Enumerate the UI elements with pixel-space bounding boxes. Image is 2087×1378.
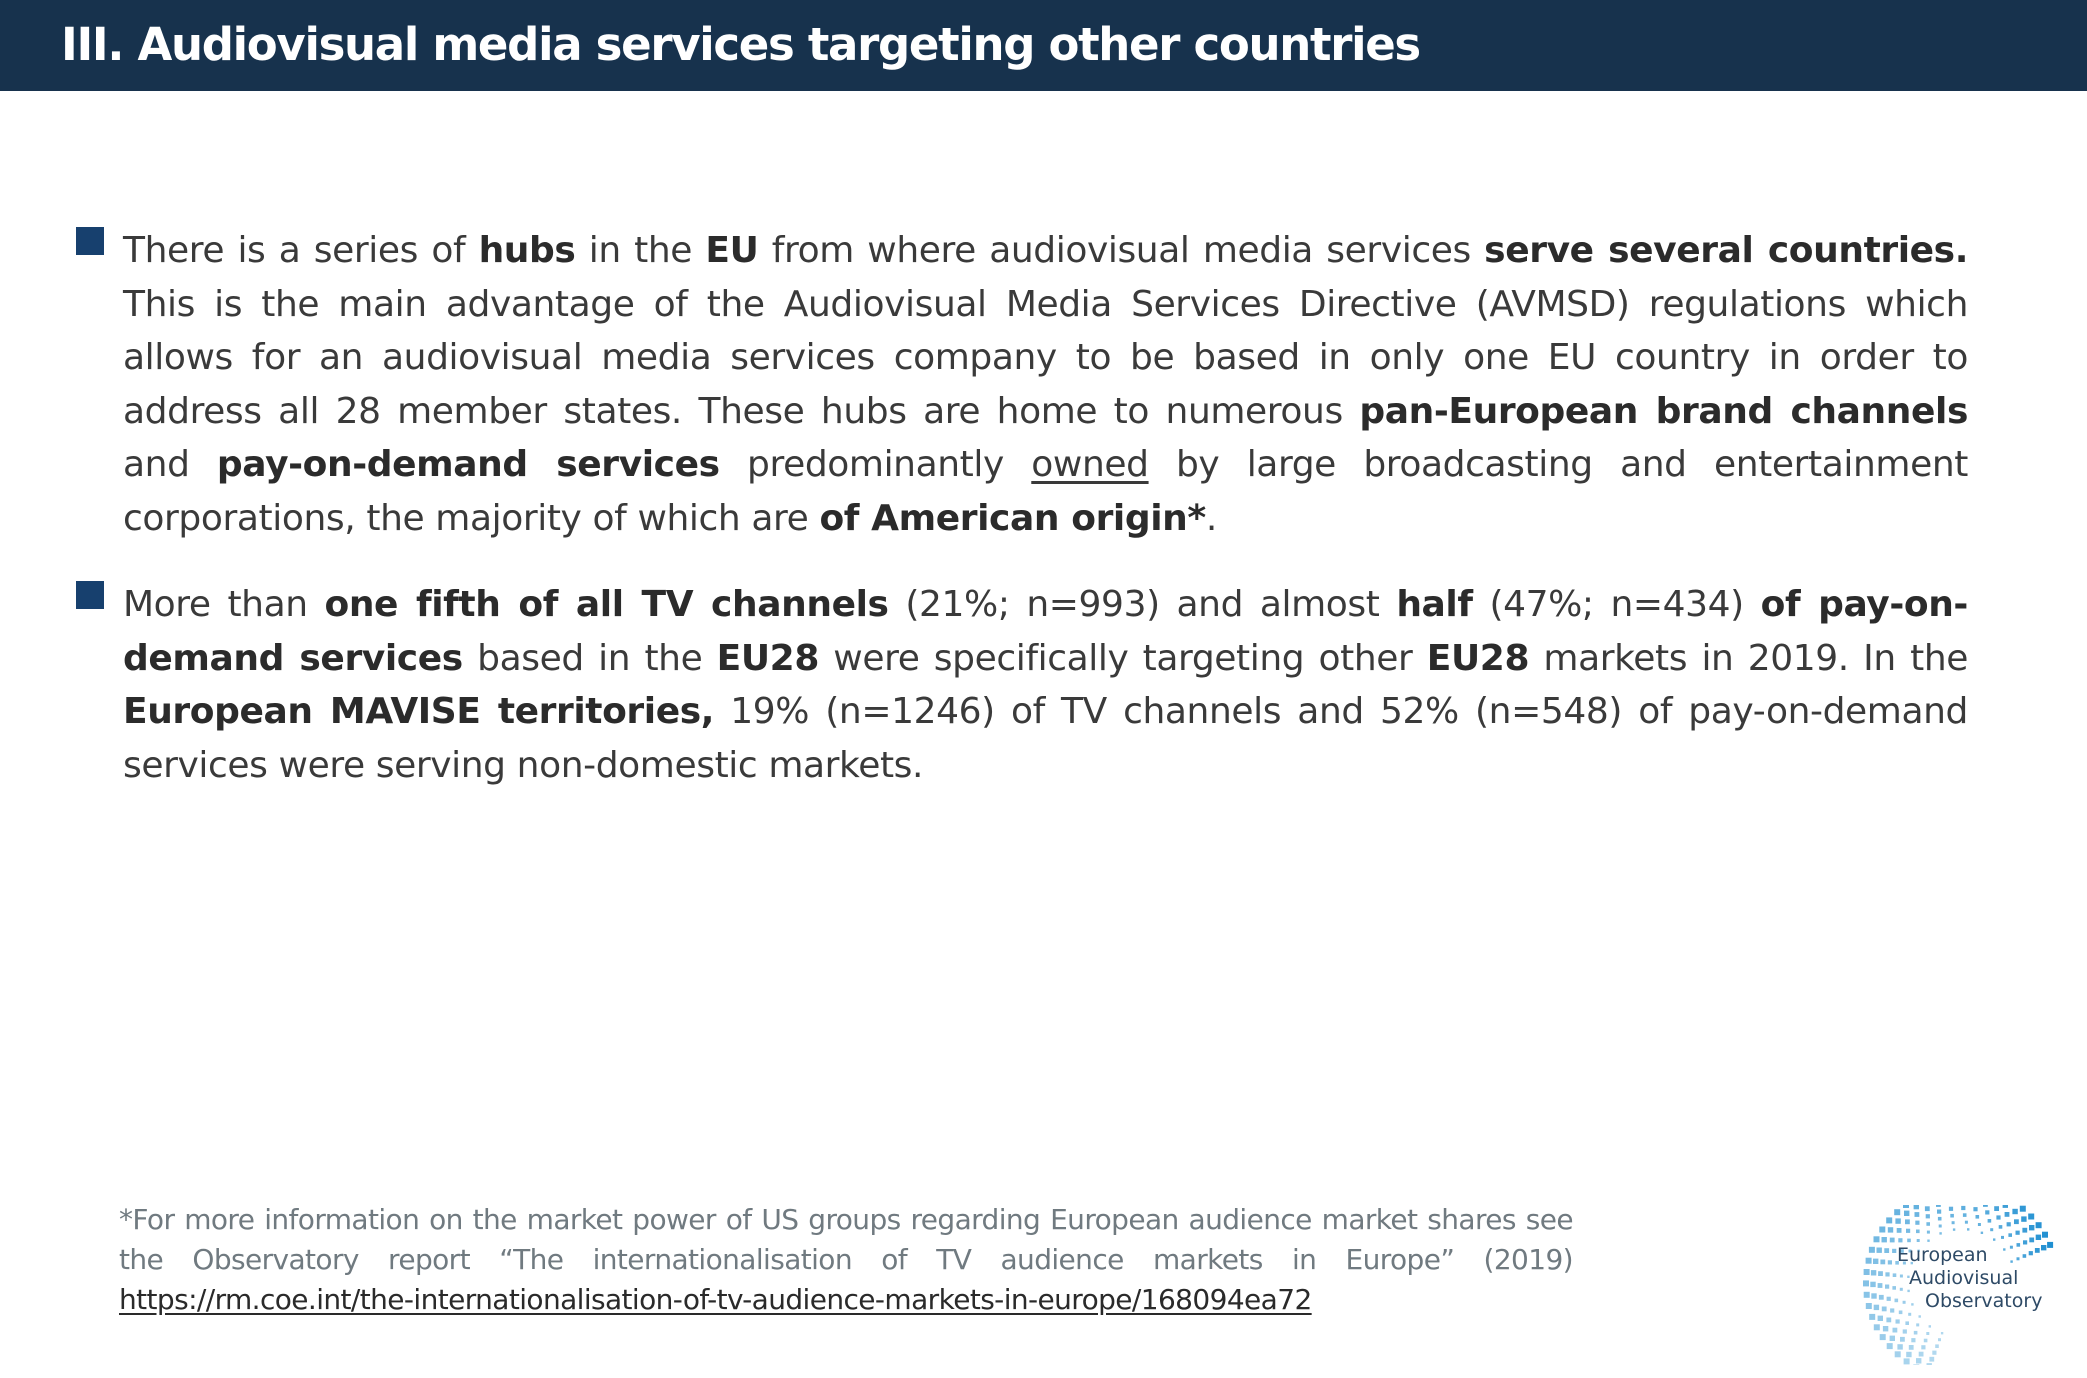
logo-dot [1869, 1314, 1875, 1320]
logo-dot [2001, 1236, 2004, 1239]
logo-dot [1883, 1326, 1888, 1331]
logo-dot [1929, 1325, 1931, 1327]
logo-dot [1904, 1211, 1909, 1216]
logo-dot [1963, 1213, 1967, 1217]
logo-dot [2014, 1219, 2019, 1224]
logo-dot [2003, 1248, 2005, 1250]
logo-dot [2010, 1246, 2013, 1249]
logo-dot [1929, 1357, 1934, 1362]
body-text: in the [575, 230, 706, 271]
body-text: (47%; n=434) [1472, 584, 1761, 625]
logo-dot [1871, 1293, 1876, 1298]
logo-dot [1927, 1231, 1930, 1234]
logo-dot [1990, 1228, 1993, 1231]
logo-dot [1885, 1272, 1889, 1276]
logo-dot [1949, 1207, 1953, 1211]
logo-dot [2017, 1257, 2020, 1260]
logo-dot [1976, 1215, 1980, 1219]
logo-dot [1917, 1239, 1920, 1242]
logo-dot [2016, 1231, 2020, 1235]
logo-dot [1903, 1301, 1906, 1304]
logo-dot [1892, 1286, 1896, 1290]
logo-dot [2028, 1214, 2034, 1220]
logo-line-2: Audiovisual [1909, 1267, 2019, 1289]
logo-dot [1981, 1232, 1983, 1234]
footnote [119, 1200, 1573, 1320]
logo-dot [2023, 1254, 2027, 1258]
logo-dot [1882, 1237, 1887, 1242]
logo-dot [1888, 1260, 1892, 1264]
logo-dot [1874, 1305, 1879, 1310]
emphasis-text: one fifth of all TV channels [324, 584, 889, 625]
logo-dot [2008, 1233, 2012, 1237]
body-text: predominantly [719, 444, 1032, 485]
emphasis-text: EU28 [716, 637, 819, 679]
logo-dot [1952, 1221, 1955, 1224]
logo-dot [1878, 1316, 1883, 1321]
logo-dot [1871, 1270, 1876, 1275]
logo-dot [1869, 1247, 1875, 1253]
logo-dot [1973, 1207, 1977, 1211]
body-text: 19% (n=1246) of TV channels and 52% (n=548) of pay-on-demand services were serving non-domestic markets. [123, 691, 1968, 786]
logo-dot [2005, 1212, 2010, 1217]
logo-dot [1915, 1212, 1920, 1217]
logo-dot [1961, 1206, 1965, 1210]
logo-dot [2020, 1206, 2026, 1212]
logo-dot [1967, 1228, 1969, 1230]
logo-dot [2023, 1240, 2027, 1244]
logo-dot [1965, 1221, 1968, 1224]
logo-dot [2036, 1222, 2042, 1228]
logo-dot [1999, 1225, 2003, 1229]
logo-dot [1941, 1332, 1943, 1334]
logo-dot [1924, 1339, 1928, 1343]
logo-dot [1887, 1343, 1893, 1349]
logo-dot [1898, 1238, 1902, 1242]
body-text: based in the [462, 637, 717, 679]
logo-dot [1926, 1214, 1930, 1218]
logo-dot [1905, 1321, 1909, 1325]
logo-dot [1894, 1209, 1900, 1215]
logo-dot [2035, 1248, 2040, 1253]
logo-dot [1880, 1260, 1885, 1265]
emphasis-text: half [1396, 584, 1473, 625]
body-text: by large broadcasting and entertainment corporations, the majority of which are [123, 444, 1968, 539]
logo-dot [2003, 1205, 2008, 1208]
logo-dot [1914, 1205, 1919, 1209]
logo-dot [1903, 1329, 1907, 1333]
logo-dot [1886, 1318, 1891, 1323]
logo-dot [1887, 1297, 1891, 1301]
logo-dot [1873, 1259, 1878, 1264]
emphasis-text: hubs [478, 230, 576, 271]
logo-dot [1877, 1248, 1882, 1253]
bullet-paragraph [123, 224, 1968, 545]
footnote-link[interactable]: https://rm.coe.int/the-internationalisation-of-tv-audience-markets-in-europe/168094ea72 [119, 1283, 1312, 1316]
slide-title: III. Audiovisual media services targeting other countries [61, 18, 1420, 71]
logo-dot [1900, 1288, 1903, 1291]
logo-dot [2041, 1245, 2046, 1250]
logo-dot [1916, 1323, 1919, 1326]
logo-dot [1880, 1334, 1886, 1340]
logo-dot [2007, 1222, 2011, 1226]
logo-dot [1879, 1295, 1884, 1300]
emphasis-text: EU [705, 230, 759, 271]
logo-dot [2042, 1232, 2048, 1238]
body-text: More than [123, 584, 325, 625]
logo-dot [1895, 1218, 1900, 1223]
logo-line-1: European [1897, 1244, 1988, 1266]
logo-dot [1978, 1223, 1981, 1226]
logo-dot [1937, 1210, 1941, 1214]
logo-dot [1927, 1240, 1929, 1242]
logo-dot [1994, 1206, 1999, 1211]
logo-dot [1870, 1282, 1875, 1287]
emphasis-text: of American origin* [819, 497, 1206, 539]
emphasis-text: European MAVISE territories, [123, 691, 715, 732]
logo-dot [1893, 1328, 1898, 1333]
logo-dot [1921, 1345, 1925, 1349]
logo-dot [1932, 1351, 1936, 1355]
logo-dot [1907, 1239, 1911, 1243]
logo-dot [1935, 1344, 1939, 1348]
logo-dot [1905, 1219, 1910, 1224]
logo-dot [1938, 1217, 1942, 1221]
logo-dot [1895, 1299, 1899, 1303]
logo-dot [1903, 1205, 1909, 1208]
bullet-paragraph [123, 578, 1968, 792]
logo-dot [2029, 1225, 2034, 1230]
logo-dot [1890, 1238, 1895, 1243]
logo-dot [2022, 1228, 2027, 1233]
logo-dot [1895, 1351, 1901, 1357]
logo-dot [2029, 1238, 2034, 1243]
emphasis-text: serve several countries. [1484, 230, 1968, 271]
logo-dot [1926, 1332, 1929, 1335]
logo-dot [1985, 1210, 1989, 1214]
logo-dot [1866, 1303, 1872, 1309]
logo-dot [1926, 1222, 1930, 1226]
logo-dot [1878, 1283, 1883, 1288]
header-bar [0, 0, 2087, 91]
logo-dot [1890, 1308, 1894, 1312]
logo-dot [1884, 1248, 1889, 1253]
logo-dot [1888, 1227, 1893, 1232]
logo-dot [1879, 1227, 1885, 1233]
logo-dot [1993, 1238, 1995, 1240]
logo-dot [1925, 1206, 1930, 1211]
logo-dot [1914, 1331, 1918, 1335]
logo-dot [1919, 1315, 1921, 1317]
logo-dot [1900, 1337, 1905, 1342]
logo-dot [1886, 1217, 1892, 1223]
logo-dot [1927, 1363, 1932, 1365]
logo-dot [1890, 1336, 1895, 1341]
logo-dot [1864, 1269, 1870, 1275]
logo-dot [1904, 1358, 1910, 1364]
body-text: were specifically targeting other [818, 637, 1427, 679]
logo-dot [1906, 1352, 1911, 1357]
body-text: There is a series of [123, 230, 479, 271]
logo-dot [1916, 1358, 1921, 1363]
logo-dot [1897, 1344, 1902, 1349]
logo-dot [1988, 1219, 1992, 1223]
logo-dot [1907, 1290, 1909, 1292]
logo-dot [1874, 1324, 1880, 1330]
logo-dot [1919, 1352, 1924, 1357]
logo-dot [1939, 1225, 1942, 1228]
emphasis-text: of pay-on-demand services [123, 584, 1968, 679]
logo-dot [1893, 1273, 1897, 1277]
body-text: . [1205, 497, 1217, 539]
bullet-item-channels-share [76, 578, 1968, 792]
logo-dot [2017, 1243, 2021, 1247]
body-text: and [123, 444, 217, 485]
logo-dot [1863, 1280, 1869, 1286]
bullet-square-icon [76, 581, 104, 609]
logo-dot [1911, 1303, 1913, 1305]
logo-dot [1953, 1228, 1955, 1230]
emphasis-text: pay-on-demand services [216, 444, 720, 485]
logo-dot [1882, 1307, 1887, 1312]
logo-dot [1885, 1285, 1889, 1289]
logo-dot [2010, 1260, 2012, 1262]
logo-dot [1915, 1221, 1919, 1225]
logo-dot [1906, 1229, 1910, 1233]
emphasis-text: EU28 [1426, 637, 1530, 679]
logo-dot [1939, 1232, 1941, 1234]
footnote-text: *For more information on the market power of US groups regarding European audience market shares see the Observatory report “The internationalisation of TV audience markets in Europe” (2019) [119, 1203, 1573, 1276]
logo-dot [1878, 1271, 1883, 1276]
logo-line-3: Observatory [1925, 1290, 2043, 1312]
body-text: from where audiovisual media services [758, 230, 1485, 271]
logo-dot [1899, 1311, 1903, 1315]
bullet-item-hubs [76, 224, 1968, 545]
logo-dot [1916, 1230, 1920, 1234]
logo-dot [1911, 1338, 1915, 1342]
logo-dot [1892, 1249, 1896, 1253]
logo-dot [1936, 1205, 1941, 1207]
logo-dot [1874, 1236, 1880, 1242]
logo-dot [2047, 1242, 2053, 1248]
logo-dot [1897, 1228, 1902, 1233]
logo-dot [1866, 1258, 1872, 1264]
logo-dot [1950, 1214, 1954, 1218]
bullet-square-icon [76, 227, 104, 255]
logo-dot [1908, 1313, 1911, 1316]
logo-dot [2029, 1251, 2033, 1255]
logo-dot [1900, 1275, 1903, 1278]
logo-dot [1896, 1319, 1900, 1323]
logo-dot [1938, 1338, 1941, 1341]
body-text: (21%; n=993) and almost [888, 584, 1397, 625]
body-text: This is the main advantage of the Audiovisual Media Services Directive (AVMSD) regulations which allows for an audiovisual media services company to be based in only one EU country in order to address all 28 member states. These hubs are home to numerous [123, 283, 1968, 432]
logo-dot [1983, 1205, 1988, 1207]
logo-dot [1864, 1292, 1870, 1298]
logo-dot [2036, 1235, 2041, 1240]
logo-dot [2012, 1209, 2017, 1214]
logo-dot [1909, 1345, 1914, 1350]
logo-dot [2021, 1216, 2026, 1221]
logo-dot [1996, 1215, 2000, 1219]
european-audiovisual-observatory-logo [1840, 1205, 2080, 1365]
underlined-text: owned [1031, 444, 1149, 485]
body-text: markets in 2019. In the [1529, 637, 1968, 679]
emphasis-text: pan-European brand channels [1359, 390, 1968, 432]
logo-dot [1913, 1364, 1919, 1365]
